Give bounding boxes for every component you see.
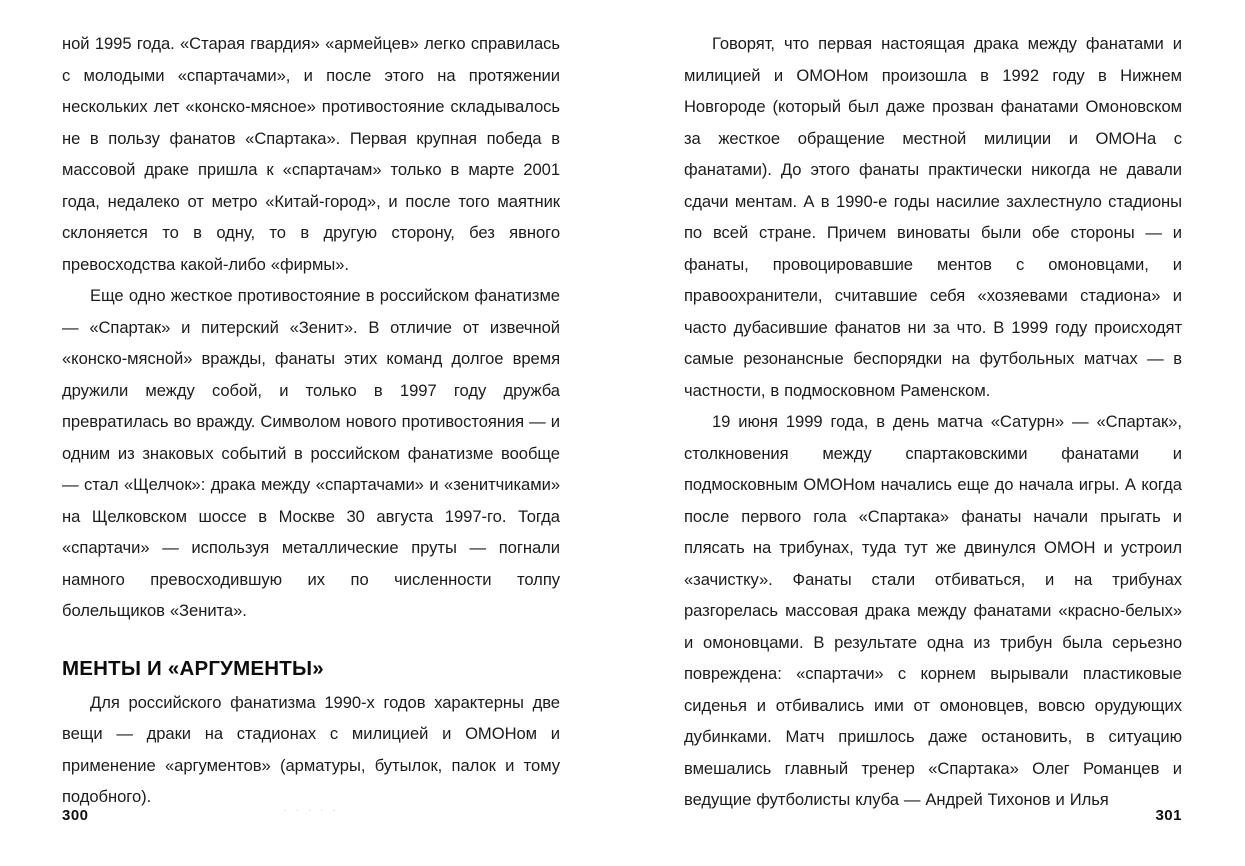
- paragraph: Еще одно жесткое противостояние в российском фанатизме — «Спартак» и питерский «Зенит». В отличие от извечной «конско-мясной» вражды, фанаты этих команд долгое время дружили между собой, и только в 1997 году дружба превратилась во вражду. Символом нового противостояния — и одним из знаковых событий в российском фанатизме вообще — стал «Щелчок»: драка между «спартачами» и «зенитчиками» на Щелковском шоссе в Москве 30 августа 1997-го. Тогда «спартачи» — используя металлические пруты — погнали намного превосходившую их по численности толпу болельщиков «Зенита».: [62, 286, 560, 620]
- paragraph: Говорят, что первая настоящая драка между фанатами и милицией и ОМОНом произошла в 1992 году в Нижнем Новгороде (который был даже прозван фанатами Омоновском за жесткое обращение местной милиции и ОМОНа с фанатами). До этого фанаты практически никогда не давали сдачи ментам. А в 1990-е годы насилие захлестнуло стадионы по всей стране. Причем виноваты были обе стороны — и фанаты, провоцировавшие ментов с омоновцами, и правоохранители, считавшие себя «хозяевами стадиона» и часто дубасившие фанатов ни за что. В 1999 году происходят самые резонансные беспорядки на футбольных матчах — в частности, в подмосковном Раменском.: [684, 34, 1182, 400]
- paragraph: Для российского фанатизма 1990-х годов характерны две вещи — драки на стадионах с милицией и ОМОНом и применение «аргументов» (арматуры, бутылок, палок и тому подобного).: [62, 692, 560, 806]
- text-column-left: [62, 28, 560, 813]
- page-right: [622, 0, 1244, 866]
- page-left: [0, 0, 622, 866]
- page-number-right: 301: [1155, 807, 1182, 824]
- paragraph: 19 июня 1999 года, в день матча «Сатурн» — «Спартак», столкновения между спартаковскими фанатами и подмосковным ОМОНом начались еще до начала игры. А когда после первого гола «Спартака» фанаты начали прыгать и плясать на трибунах, туда тут же двинулся ОМОН и устроил «зачистку». Фанаты стали отбиваться, и на трибунах разгорелась массовая драка между фанатами «красно-белых» и омоновцами. В результате одна из трибун была серьезно повреждена: «спартачи» с корнем вырывали пластиковые сиденья и отбивались ими от омоновцев, вовсю орудующих дубинками. Матч пришлось даже остановить, в ситуацию вмешались главный тренер «Спартака» Олег Романцев и ведущие футболисты клуба — Андрей Тихонов и Илья: [684, 412, 1182, 809]
- paragraph: ной 1995 года. «Старая гвардия» «армейцев» легко справилась с молодыми «спартачами», и после этого на протяжении нескольких лет «конско-мясное» противостояние складывалось не в пользу фанатов «Спартака». Первая крупная победа в массовой драке пришла к «спартачам» только в марте 2001 года, недалеко от метро «Китай-город», и после того маятник склоняется то в одну, то в другую сторону, без явного превосходства какой-либо «фирмы».: [62, 34, 560, 274]
- page-number-left: 300: [62, 807, 89, 824]
- section-heading: МЕНТЫ И «АРГУМЕНТЫ»: [62, 656, 324, 680]
- gutter-marks: . . . . .: [283, 802, 339, 814]
- text-column-right: [684, 28, 1182, 816]
